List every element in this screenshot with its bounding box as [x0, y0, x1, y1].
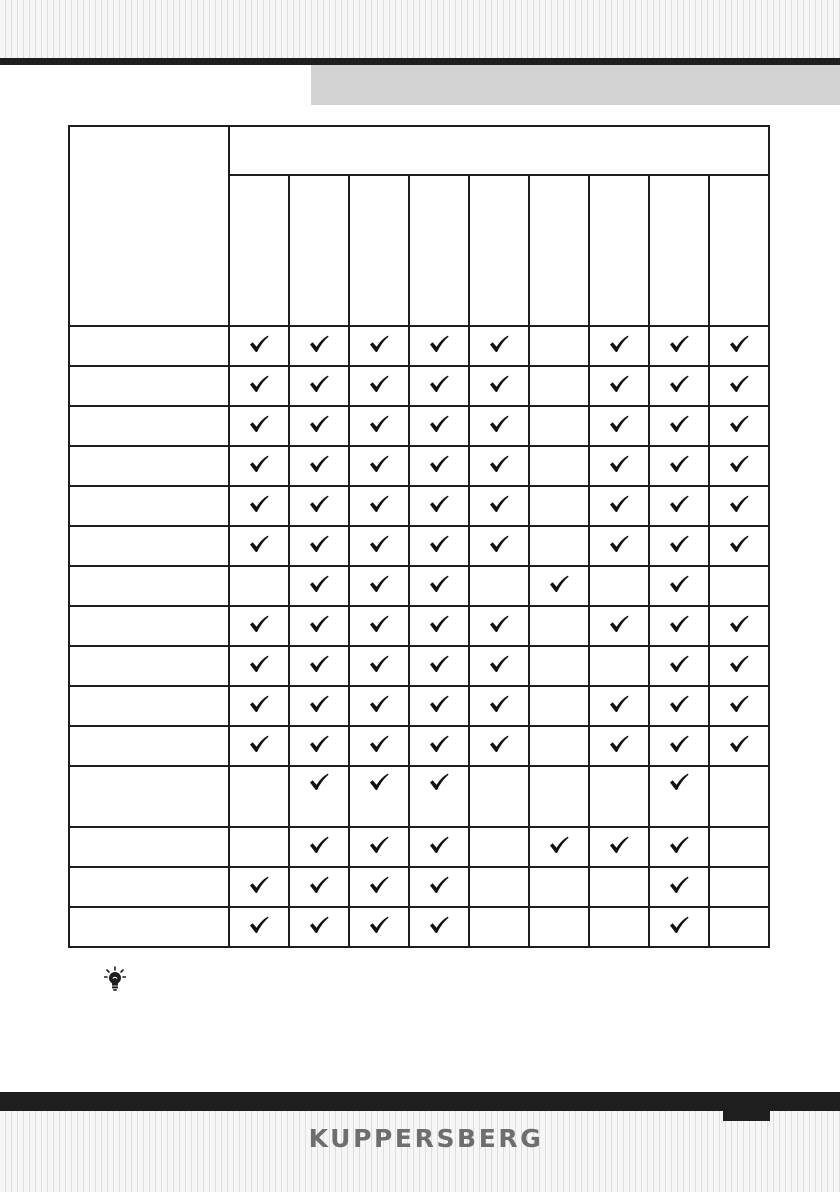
- checkmark-icon: [609, 535, 629, 553]
- checkmark-icon: [729, 495, 749, 513]
- checkmark-icon: [489, 535, 509, 553]
- table-row: [69, 827, 769, 867]
- checkmark-icon: [249, 695, 269, 713]
- table-column-header: [649, 175, 709, 326]
- table-cell: [709, 366, 769, 406]
- checkmark-icon: [369, 615, 389, 633]
- checkmark-icon: [669, 535, 689, 553]
- table-cell: [289, 606, 349, 646]
- table-row-label: [69, 867, 229, 907]
- table-cell: [649, 486, 709, 526]
- table-row-label: [69, 486, 229, 526]
- table-cell: [409, 867, 469, 907]
- table-cell: [229, 827, 289, 867]
- table-cell: [709, 326, 769, 366]
- table-column-header: [289, 175, 349, 326]
- checkmark-icon: [249, 455, 269, 473]
- checkmark-icon: [309, 876, 329, 894]
- checkmark-icon: [249, 415, 269, 433]
- checkmark-icon: [669, 455, 689, 473]
- table-cell: [409, 326, 469, 366]
- table-row-label: [69, 446, 229, 486]
- checkmark-icon: [429, 375, 449, 393]
- checkmark-icon: [669, 916, 689, 934]
- checkmark-icon: [429, 695, 449, 713]
- checkmark-icon: [249, 615, 269, 633]
- table-cell: [229, 867, 289, 907]
- table-cell: [289, 446, 349, 486]
- table-row: [69, 907, 769, 947]
- table-cell: [409, 907, 469, 947]
- checkmark-icon: [669, 876, 689, 894]
- checkmark-icon: [369, 495, 389, 513]
- table-row-label: [69, 766, 229, 827]
- checkmark-icon: [609, 615, 629, 633]
- checkmark-icon: [669, 335, 689, 353]
- table-cell: [289, 907, 349, 947]
- table-row: [69, 686, 769, 726]
- checkmark-icon: [729, 335, 749, 353]
- table-cell: [229, 526, 289, 566]
- table-cell: [469, 366, 529, 406]
- checkmark-icon: [729, 535, 749, 553]
- table-cell: [289, 827, 349, 867]
- table-cell: [529, 486, 589, 526]
- checkmark-icon: [429, 575, 449, 593]
- checkmark-icon: [369, 916, 389, 934]
- table-cell: [469, 686, 529, 726]
- checkmark-icon: [669, 695, 689, 713]
- table-cell: [349, 326, 409, 366]
- table-cell: [649, 326, 709, 366]
- table-cell: [649, 907, 709, 947]
- table-cell: [649, 566, 709, 606]
- table-row-label: [69, 907, 229, 947]
- table-column-header: [529, 175, 589, 326]
- checkmark-icon: [609, 495, 629, 513]
- table-cell: [229, 646, 289, 686]
- table-cell: [469, 646, 529, 686]
- table-cell: [349, 366, 409, 406]
- table-cell: [409, 366, 469, 406]
- table-cell: [709, 867, 769, 907]
- checkmark-icon: [489, 615, 509, 633]
- table-cell: [349, 406, 409, 446]
- table-cell: [529, 867, 589, 907]
- table-column-header: [349, 175, 409, 326]
- table-cell: [409, 606, 469, 646]
- table-row-label: [69, 827, 229, 867]
- checkmark-icon: [489, 495, 509, 513]
- checkmark-icon: [669, 575, 689, 593]
- table-column-header: [709, 175, 769, 326]
- checkmark-icon: [249, 916, 269, 934]
- table-cell: [529, 406, 589, 446]
- table-cell: [709, 606, 769, 646]
- checkmark-icon: [249, 876, 269, 894]
- checkmark-icon: [729, 615, 749, 633]
- table-cell: [709, 486, 769, 526]
- lightbulb-icon: [104, 966, 126, 992]
- checkmark-icon: [249, 735, 269, 753]
- table-cell: [469, 566, 529, 606]
- header-rule: [0, 58, 840, 65]
- table-header-group-row: [69, 126, 769, 175]
- checkmark-icon: [609, 695, 629, 713]
- checkmark-icon: [249, 495, 269, 513]
- checkmark-icon: [369, 655, 389, 673]
- table-cell: [589, 406, 649, 446]
- table-cell: [589, 867, 649, 907]
- checkmark-icon: [489, 375, 509, 393]
- table-cell: [709, 726, 769, 766]
- table-cell: [589, 486, 649, 526]
- checkmark-icon: [309, 836, 329, 854]
- table-cell: [649, 646, 709, 686]
- table-cell: [649, 526, 709, 566]
- checkmark-icon: [429, 876, 449, 894]
- checkmark-icon: [609, 335, 629, 353]
- table-cell: [229, 486, 289, 526]
- checkmark-icon: [249, 655, 269, 673]
- table-row-label: [69, 406, 229, 446]
- table-row: [69, 606, 769, 646]
- checkmark-icon: [669, 415, 689, 433]
- checkmark-icon: [429, 415, 449, 433]
- checkmark-icon: [669, 495, 689, 513]
- table-cell: [649, 827, 709, 867]
- checkmark-icon: [369, 375, 389, 393]
- table-cell: [469, 726, 529, 766]
- table-cell: [589, 446, 649, 486]
- table-row: [69, 486, 769, 526]
- table-cell: [589, 686, 649, 726]
- table-cell: [649, 686, 709, 726]
- checkmark-icon: [249, 375, 269, 393]
- table-row-label: [69, 686, 229, 726]
- checkmark-icon: [309, 455, 329, 473]
- checkmark-icon: [669, 655, 689, 673]
- checkmark-icon: [369, 836, 389, 854]
- page-number-tab: [723, 1108, 770, 1121]
- checkmark-icon: [309, 773, 329, 791]
- checkmark-icon: [729, 375, 749, 393]
- table-cell: [349, 606, 409, 646]
- checkmark-icon: [489, 415, 509, 433]
- table-cell: [349, 486, 409, 526]
- checkmark-icon: [429, 615, 449, 633]
- checkmark-icon: [609, 735, 629, 753]
- table-row: [69, 366, 769, 406]
- table-cell: [529, 606, 589, 646]
- table-cell: [589, 366, 649, 406]
- table-cell: [709, 446, 769, 486]
- table-cell: [649, 446, 709, 486]
- table-cell: [349, 686, 409, 726]
- table-cell: [349, 446, 409, 486]
- table-cell: [349, 646, 409, 686]
- checkmark-icon: [609, 836, 629, 854]
- table-cell: [649, 406, 709, 446]
- checkmark-icon: [669, 615, 689, 633]
- table-cell: [409, 566, 469, 606]
- checkmark-icon: [729, 735, 749, 753]
- table-cell: [409, 486, 469, 526]
- table-row-label: [69, 366, 229, 406]
- header-stripes: [0, 0, 840, 58]
- checkmark-icon: [429, 335, 449, 353]
- table-cell: [589, 726, 649, 766]
- table-cell: [649, 726, 709, 766]
- table-cell: [289, 646, 349, 686]
- table-cell: [349, 726, 409, 766]
- table-cell: [349, 827, 409, 867]
- table-cell: [649, 867, 709, 907]
- table-cell: [649, 366, 709, 406]
- table-cell: [229, 606, 289, 646]
- table-cell: [529, 326, 589, 366]
- table-cell: [589, 326, 649, 366]
- table-cell: [289, 766, 349, 827]
- checkmark-icon: [309, 655, 329, 673]
- table-cell: [589, 526, 649, 566]
- table-group-header: [229, 126, 769, 175]
- table-cell: [529, 686, 589, 726]
- table-row: [69, 566, 769, 606]
- checkmark-icon: [309, 615, 329, 633]
- table-row-label: [69, 646, 229, 686]
- checkmark-icon: [429, 455, 449, 473]
- table-cell: [709, 766, 769, 827]
- table-cell: [589, 566, 649, 606]
- section-title-band: [311, 65, 840, 105]
- table-cell: [289, 406, 349, 446]
- checkmark-icon: [549, 575, 569, 593]
- table-cell: [409, 686, 469, 726]
- table-cell: [709, 907, 769, 947]
- table-cell: [229, 406, 289, 446]
- checkmark-icon: [429, 655, 449, 673]
- table-cell: [589, 606, 649, 646]
- table-cell: [409, 827, 469, 867]
- table-cell: [709, 646, 769, 686]
- checkmark-icon: [489, 455, 509, 473]
- table-cell: [529, 446, 589, 486]
- table-cell: [529, 646, 589, 686]
- feature-table: [68, 125, 770, 948]
- checkmark-icon: [309, 735, 329, 753]
- table-cell: [589, 907, 649, 947]
- table-row: [69, 446, 769, 486]
- table-cell: [709, 406, 769, 446]
- table-cell: [349, 566, 409, 606]
- checkmark-icon: [369, 735, 389, 753]
- table-cell: [469, 326, 529, 366]
- table-cell: [589, 827, 649, 867]
- table-cell: [289, 867, 349, 907]
- checkmark-icon: [309, 495, 329, 513]
- table-cell: [409, 646, 469, 686]
- table-corner-cell: [69, 126, 229, 326]
- checkmark-icon: [669, 375, 689, 393]
- table-cell: [469, 446, 529, 486]
- table-row-label: [69, 566, 229, 606]
- table-row-label: [69, 526, 229, 566]
- table-cell: [529, 907, 589, 947]
- checkmark-icon: [369, 575, 389, 593]
- table-cell: [229, 686, 289, 726]
- checkmark-icon: [309, 335, 329, 353]
- table-cell: [469, 606, 529, 646]
- table-cell: [349, 867, 409, 907]
- table-cell: [469, 827, 529, 867]
- table-row-label: [69, 326, 229, 366]
- checkmark-icon: [309, 916, 329, 934]
- checkmark-icon: [249, 535, 269, 553]
- table-cell: [469, 907, 529, 947]
- table-cell: [649, 606, 709, 646]
- checkmark-icon: [309, 695, 329, 713]
- table-row-label: [69, 726, 229, 766]
- checkmark-icon: [369, 535, 389, 553]
- table-row-label: [69, 606, 229, 646]
- checkmark-icon: [729, 695, 749, 713]
- table-cell: [469, 486, 529, 526]
- checkmark-icon: [309, 415, 329, 433]
- table-cell: [649, 766, 709, 827]
- checkmark-icon: [729, 455, 749, 473]
- table-cell: [529, 566, 589, 606]
- table-cell: [469, 526, 529, 566]
- table-cell: [229, 566, 289, 606]
- table-cell: [709, 526, 769, 566]
- brand-logo: KUPPERSBERG: [308, 1124, 544, 1153]
- table-cell: [289, 566, 349, 606]
- table-cell: [289, 526, 349, 566]
- table-cell: [469, 766, 529, 827]
- table-cell: [229, 766, 289, 827]
- table-column-header: [589, 175, 649, 326]
- table-cell: [409, 526, 469, 566]
- checkmark-icon: [489, 695, 509, 713]
- table-cell: [469, 867, 529, 907]
- table-cell: [709, 686, 769, 726]
- checkmark-icon: [429, 495, 449, 513]
- checkmark-icon: [549, 836, 569, 854]
- table-cell: [289, 366, 349, 406]
- checkmark-icon: [429, 916, 449, 934]
- table-cell: [529, 366, 589, 406]
- table-row: [69, 726, 769, 766]
- checkmark-icon: [609, 415, 629, 433]
- checkmark-icon: [369, 773, 389, 791]
- checkmark-icon: [369, 455, 389, 473]
- checkmark-icon: [729, 415, 749, 433]
- checkmark-icon: [489, 655, 509, 673]
- table-cell: [289, 686, 349, 726]
- table-row: [69, 766, 769, 827]
- table-row: [69, 326, 769, 366]
- checkmark-icon: [369, 695, 389, 713]
- table-cell: [349, 766, 409, 827]
- table-cell: [229, 326, 289, 366]
- table-cell: [589, 646, 649, 686]
- table-cell: [289, 326, 349, 366]
- checkmark-icon: [729, 655, 749, 673]
- checkmark-icon: [369, 415, 389, 433]
- table-cell: [709, 566, 769, 606]
- checkmark-icon: [309, 575, 329, 593]
- table-cell: [229, 907, 289, 947]
- checkmark-icon: [669, 836, 689, 854]
- table-cell: [529, 526, 589, 566]
- table-row: [69, 406, 769, 446]
- table-cell: [289, 726, 349, 766]
- checkmark-icon: [669, 735, 689, 753]
- checkmark-icon: [369, 335, 389, 353]
- checkmark-icon: [429, 735, 449, 753]
- checkmark-icon: [429, 836, 449, 854]
- checkmark-icon: [309, 375, 329, 393]
- checkmark-icon: [609, 455, 629, 473]
- table-cell: [409, 766, 469, 827]
- checkmark-icon: [669, 773, 689, 791]
- table-cell: [229, 446, 289, 486]
- table-row: [69, 646, 769, 686]
- table-row: [69, 867, 769, 907]
- checkmark-icon: [249, 335, 269, 353]
- table-cell: [229, 366, 289, 406]
- table-cell: [229, 726, 289, 766]
- table-cell: [409, 446, 469, 486]
- checkmark-icon: [489, 735, 509, 753]
- table-cell: [289, 486, 349, 526]
- table-cell: [409, 726, 469, 766]
- checkmark-icon: [429, 535, 449, 553]
- checkmark-icon: [489, 335, 509, 353]
- table-column-header: [409, 175, 469, 326]
- table-cell: [349, 907, 409, 947]
- table-cell: [529, 726, 589, 766]
- table-cell: [469, 406, 529, 446]
- checkmark-icon: [609, 375, 629, 393]
- table-cell: [709, 827, 769, 867]
- table-cell: [529, 827, 589, 867]
- table-column-header: [469, 175, 529, 326]
- checkmark-icon: [429, 773, 449, 791]
- table-column-header: [229, 175, 289, 326]
- table-cell: [589, 766, 649, 827]
- table-row: [69, 526, 769, 566]
- footer-rule: [0, 1092, 840, 1111]
- checkmark-icon: [369, 876, 389, 894]
- table-cell: [409, 406, 469, 446]
- checkmark-icon: [309, 535, 329, 553]
- table-cell: [529, 766, 589, 827]
- table-cell: [349, 526, 409, 566]
